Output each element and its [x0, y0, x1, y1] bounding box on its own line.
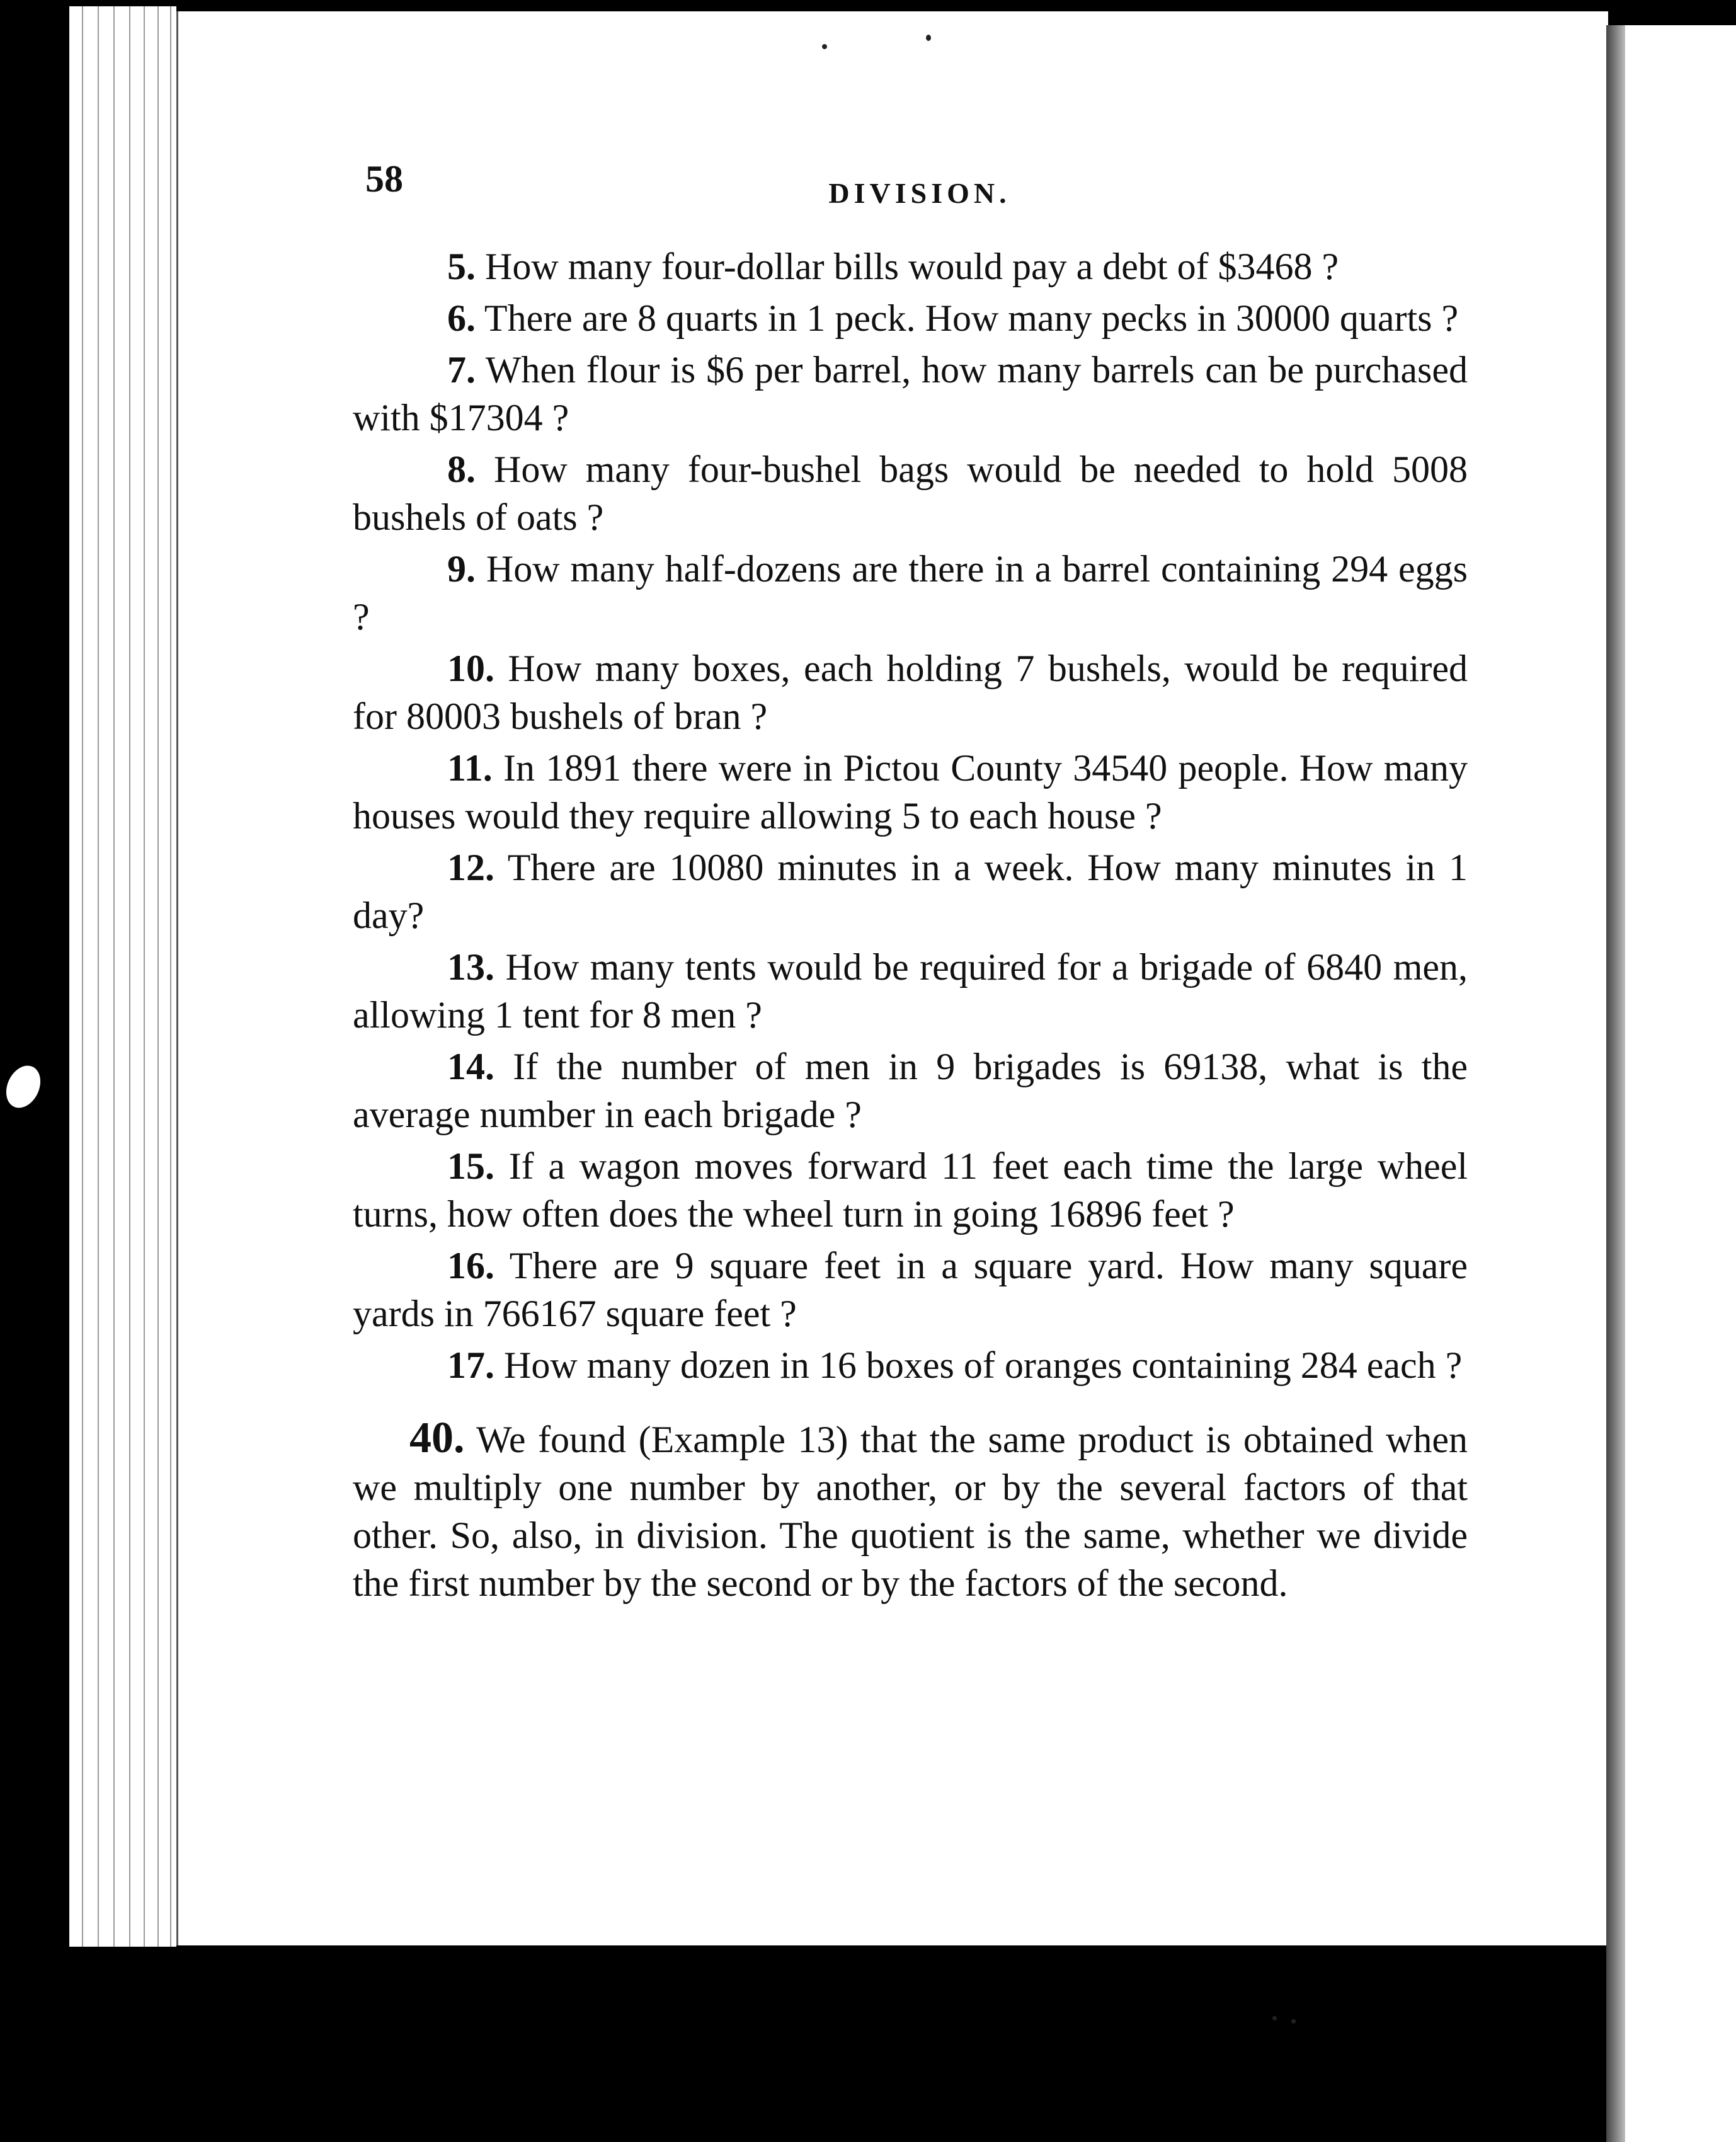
- problem-item: 8. How many four-bushel bags would be needed to hold 5008 bushels of oats ?: [353, 449, 1468, 538]
- scan-speck: [0, 1060, 47, 1114]
- scan-speck: [1272, 2016, 1277, 2020]
- running-head: DIVISION.: [828, 177, 1011, 209]
- scan-speck: [926, 35, 931, 41]
- problem-item: 6. There are 8 quarts in 1 peck. How many pecks in 30000 quarts ?: [447, 297, 1459, 339]
- page-content: [353, 243, 1468, 1607]
- problem-item: 7. When flour is $6 per barrel, how many barrels can be purchased with $17304 ?: [353, 349, 1468, 438]
- problem-item: 12. There are 10080 minutes in a week. How many minutes in 1 day?: [353, 847, 1468, 936]
- problem-item: 15. If a wagon moves forward 11 feet each time the large wheel turns, how often does the wheel turn in going 16896 feet ?: [353, 1145, 1468, 1235]
- problem-item: 13. How many tents would be required for a brigade of 6840 men, allowing 1 tent for 8 men ?: [353, 946, 1468, 1036]
- problem-item: 16. There are 9 square feet in a square yard. How many square yards in 766167 square feet ?: [353, 1245, 1468, 1334]
- page-stack-edge: [69, 6, 176, 1947]
- facing-page-edge: [1606, 25, 1736, 2142]
- problem-item: 17. How many dozen in 16 boxes of oranges containing 284 each ?: [447, 1344, 1463, 1386]
- scan-speck: [1291, 2019, 1296, 2024]
- problem-item: 9. How many half-dozens are there in a barrel containing 294 eggs ?: [353, 548, 1468, 638]
- page-number: 58: [365, 158, 403, 200]
- problem-item: 14. If the number of men in 9 brigades is 69138, what is the average number in each brigade ?: [353, 1046, 1468, 1135]
- problem-item: 10. How many boxes, each holding 7 bushels, would be required for 80003 bushels of bran ?: [353, 648, 1468, 737]
- scan-speck: [822, 44, 827, 49]
- article-paragraph: 40. We found (Example 13) that the same product is obtained when we multiply one number by another, or by the several factors of that other. So, also, in division. The quotient is the same, whether we divide the first number by the second or by the factors of the second.: [353, 1414, 1468, 1604]
- page-header: [365, 158, 1474, 214]
- problem-item: 5. How many four-dollar bills would pay a debt of $3468 ?: [447, 246, 1339, 287]
- problem-item: 11. In 1891 there were in Pictou County 34540 people. How many houses would they require allowing 5 to each house ?: [353, 747, 1468, 837]
